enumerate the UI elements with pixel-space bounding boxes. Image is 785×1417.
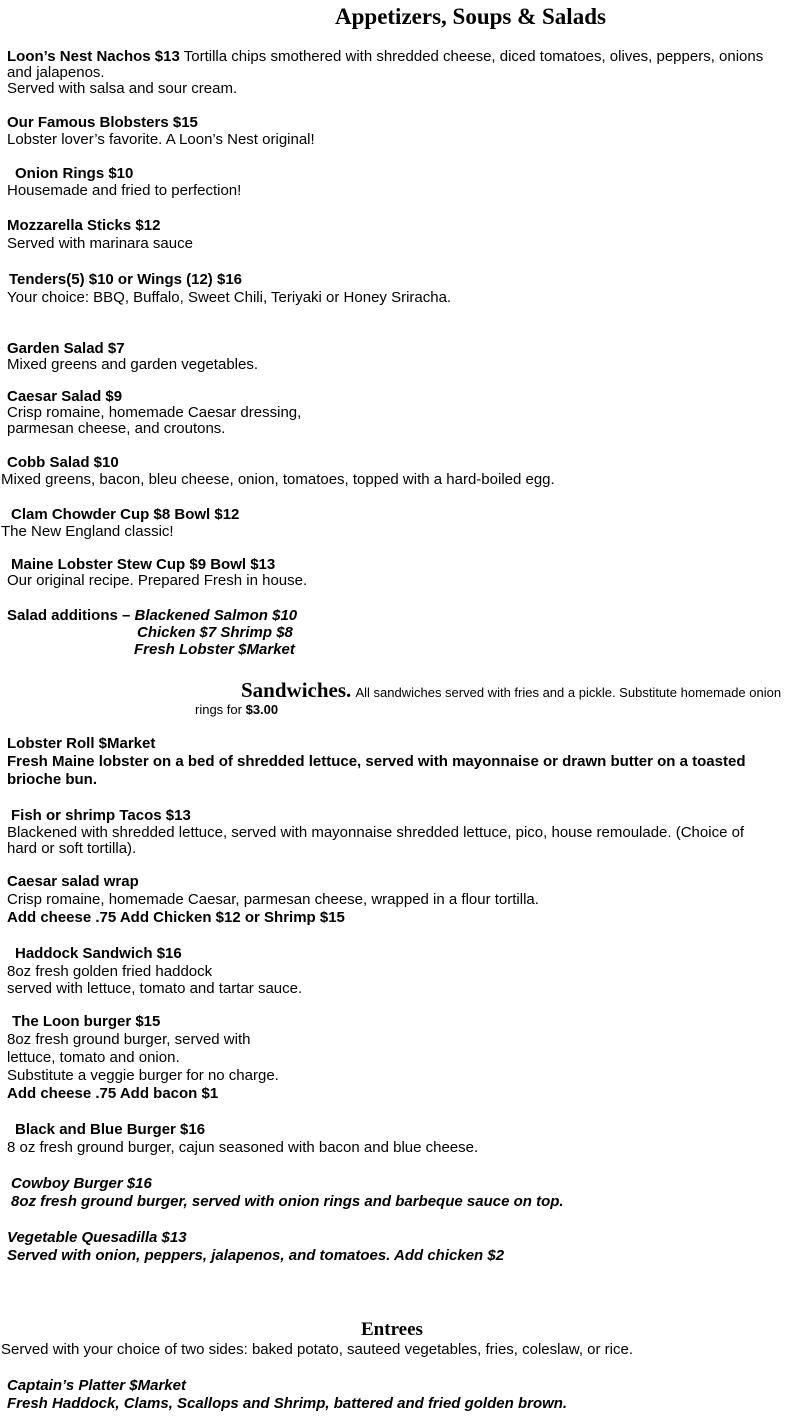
captains-platter-name: Captain’s Platter $Market (7, 1377, 186, 1394)
sandwiches-note-rings: rings for (195, 702, 242, 717)
salad-additions-label: Salad additions – (7, 607, 131, 624)
blobsters-name: Our Famous Blobsters $15 (7, 114, 198, 131)
appetizers-title: Appetizers, Soups & Salads (335, 4, 606, 29)
caesar-wrap-name: Caesar salad wrap (7, 873, 139, 890)
lobster-roll-desc-1: Fresh Maine lobster on a bed of shredded lettuce, served with mayonnaise or drawn butter on a toasted (7, 753, 746, 770)
loon-burger-desc-2: lettuce, tomato and onion. (7, 1049, 180, 1066)
salad-addition-chicken-shrimp: Chicken $7 Shrimp $8 (137, 624, 293, 641)
loon-burger-desc-1: 8oz fresh ground burger, served with (7, 1031, 251, 1048)
quesadilla-desc: Served with onion, peppers, jalapenos, and tomatoes. Add chicken $2 (7, 1247, 505, 1264)
cowboy-name: Cowboy Burger $16 (11, 1175, 152, 1192)
loon-burger-desc-3: Substitute a veggie burger for no charge. (7, 1067, 279, 1084)
salad-additions-line-1 (7, 607, 297, 624)
onion-rings-desc: Housemade and fried to perfection! (7, 182, 242, 199)
lobster-stew-desc: Our original recipe. Prepared Fresh in house. (7, 572, 308, 589)
nachos-name: Loon’s Nest Nachos $13 (7, 48, 180, 65)
sandwiches-note-2 (195, 702, 278, 718)
caesar-salad-name: Caesar Salad $9 (7, 388, 123, 405)
tacos-desc-1: Blackened with shredded lettuce, served with mayonnaise shredded lettuce, pico, house remoulade. (Choice of (7, 824, 745, 841)
loon-burger-addons: Add cheese .75 Add bacon $1 (7, 1085, 219, 1102)
haddock-desc-2: served with lettuce, tomato and tartar sauce. (7, 980, 303, 997)
entrees-title: Entrees (361, 1319, 423, 1340)
sandwiches-header (241, 677, 781, 703)
haddock-desc-1: 8oz fresh golden fried haddock (7, 963, 213, 980)
nachos-desc-3: Served with salsa and sour cream. (7, 80, 238, 97)
nachos-line-1 (7, 48, 763, 65)
loon-burger-name: The Loon burger $15 (12, 1013, 161, 1030)
sandwiches-note-price: $3.00 (245, 702, 279, 717)
entrees-note: Served with your choice of two sides: baked potato, sauteed vegetables, fries, coleslaw, or rice. (1, 1341, 634, 1358)
caesar-salad-desc-1: Crisp romaine, homemade Caesar dressing, (7, 404, 302, 421)
salad-addition-lobster: Fresh Lobster $Market (134, 641, 295, 658)
mozzarella-desc: Served with marinara sauce (7, 235, 193, 252)
tenders-desc: Your choice: BBQ, Buffalo, Sweet Chili, Teriyaki or Honey Sriracha. (7, 289, 452, 306)
nachos-desc-2: and jalapenos. (7, 64, 105, 81)
garden-salad-name: Garden Salad $7 (7, 340, 125, 357)
lobster-roll-name: Lobster Roll $Market (7, 735, 156, 752)
clam-chowder-desc: The New England classic! (1, 523, 174, 540)
mozzarella-name: Mozzarella Sticks $12 (7, 217, 161, 234)
tacos-name: Fish or shrimp Tacos $13 (11, 807, 191, 824)
garden-salad-desc: Mixed greens and garden vegetables. (7, 356, 259, 373)
clam-chowder-name: Clam Chowder Cup $8 Bowl $12 (11, 506, 240, 523)
sandwiches-title: Sandwiches. (241, 678, 352, 702)
quesadilla-name: Vegetable Quesadilla $13 (7, 1229, 187, 1246)
onion-rings-name: Onion Rings $10 (15, 165, 134, 182)
caesar-wrap-desc: Crisp romaine, homemade Caesar, parmesan cheese, wrapped in a flour tortilla. (7, 891, 539, 908)
caesar-wrap-addons: Add cheese .75 Add Chicken $12 or Shrimp $15 (7, 909, 345, 926)
lobster-roll-desc-2: brioche bun. (7, 771, 97, 788)
lobster-stew-name: Maine Lobster Stew Cup $9 Bowl $13 (11, 556, 276, 573)
caesar-salad-desc-2: parmesan cheese, and croutons. (7, 420, 226, 437)
cobb-salad-name: Cobb Salad $10 (7, 454, 119, 471)
cobb-salad-desc: Mixed greens, bacon, bleu cheese, onion, tomatoes, topped with a hard-boiled egg. (1, 471, 555, 488)
tacos-desc-2: hard or soft tortilla). (7, 840, 137, 857)
black-blue-desc: 8 oz fresh ground burger, cajun seasoned with bacon and blue cheese. (7, 1139, 479, 1156)
tenders-name: Tenders(5) $10 or Wings (12) $16 (9, 271, 242, 288)
salad-addition-salmon: Blackened Salmon $10 (134, 607, 298, 624)
black-blue-name: Black and Blue Burger $16 (15, 1121, 206, 1138)
nachos-desc: Tortilla chips smothered with shredded cheese, diced tomatoes, olives, peppers, onions (183, 48, 764, 65)
cowboy-desc: 8oz fresh ground burger, served with onion rings and barbeque sauce on top. (11, 1193, 564, 1210)
sandwiches-note: All sandwiches served with fries and a pickle. Substitute homemade onion (355, 685, 782, 700)
haddock-name: Haddock Sandwich $16 (15, 945, 182, 962)
captains-platter-desc: Fresh Haddock, Clams, Scallops and Shrimp, battered and fried golden brown. (7, 1395, 568, 1412)
blobsters-desc: Lobster lover’s favorite. A Loon’s Nest original! (7, 131, 315, 148)
